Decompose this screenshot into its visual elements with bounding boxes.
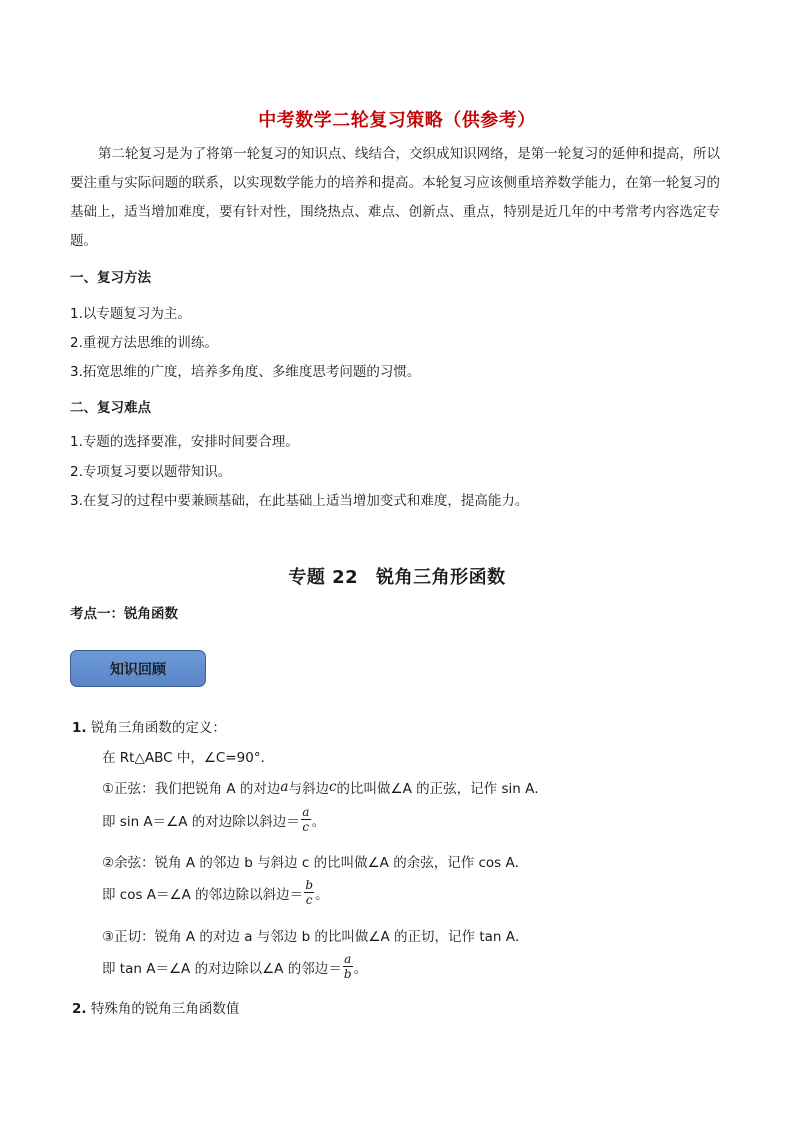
sine-formula-text: 即 sin A＝∠A 的对边除以斜边＝: [102, 813, 300, 830]
sine-definition: [102, 777, 548, 797]
tangent-denominator: b: [343, 967, 352, 981]
knowledge-review-button[interactable]: 知识回顾: [70, 650, 206, 687]
difficulty-item-3: 3.在复习的过程中要兼顾基础，在此基础上适当增加变式和难度，提高能力。: [70, 493, 529, 509]
sine-formula: [102, 805, 325, 834]
topic-name: 锐角三角形函数: [376, 567, 506, 588]
section-heading-difficulties: 二、复习难点: [70, 400, 151, 416]
sine-fraction: [301, 805, 311, 834]
sine-period: 。: [311, 813, 326, 830]
question-1-number: 1.: [72, 720, 87, 736]
question-2-text: 特殊角的锐角三角函数值: [90, 1001, 240, 1017]
cosine-definition: ②余弦：锐角 A 的邻边 b 与斜边 c 的比叫做∠A 的余弦，记作 cos A．: [102, 855, 529, 871]
tangent-numerator: a: [344, 952, 352, 966]
exam-point-heading: 考点一：锐角函数: [70, 606, 178, 622]
sine-var-a: a: [280, 779, 289, 795]
cosine-formula-text: 即 cos A＝∠A 的邻边除以斜边＝: [102, 886, 304, 903]
question-2-number: 2.: [72, 1001, 87, 1017]
section-heading-methods: 一、复习方法: [70, 270, 151, 286]
method-item-3: 3.拓宽思维的广度，培养多角度、多维度思考问题的习惯。: [70, 364, 421, 380]
sine-var-c: c: [328, 779, 337, 795]
difficulty-item-2: 2.专项复习要以题带知识。: [70, 464, 232, 480]
sine-denominator: c: [302, 820, 310, 834]
difficulty-item-1: 1.专题的选择要准，安排时间要合理。: [70, 434, 299, 450]
tangent-formula: [102, 952, 367, 981]
cosine-numerator: b: [305, 878, 314, 892]
sine-numerator: a: [302, 805, 310, 819]
triangle-condition: 在 Rt△ABC 中，∠C=90°．: [102, 750, 275, 766]
document-title: 中考数学二轮复习策略（供参考）: [258, 110, 536, 131]
tangent-fraction: [343, 952, 353, 981]
method-item-1: 1.以专题复习为主。: [70, 306, 191, 322]
question-1: [72, 716, 226, 736]
sine-def-part-1: ①正弦：我们把锐角 A 的对边: [102, 781, 281, 797]
sine-def-part-2: 与斜边: [288, 781, 329, 797]
tangent-formula-text: 即 tan A＝∠A 的对边除以∠A 的邻边＝: [102, 960, 342, 977]
topic-title: [0, 563, 794, 589]
intro-paragraph: 第二轮复习是为了将第一轮复习的知识点、线结合，交织成知识网络，是第一轮复习的延伸和提高，所以要注重与实际问题的联系，以实现数学能力的培养和提高。本轮复习应该侧重培养数学能力，在第一轮复习的基础上，适当增加难度，要有针对性，围绕热点、难点、创新点、重点，特别是近几年的中考常考内容选定专题。: [70, 146, 720, 249]
sine-def-part-3: 的比叫做∠A 的正弦，记作 sin A．: [336, 781, 548, 797]
cosine-denominator: c: [305, 893, 313, 907]
question-1-text: 锐角三角函数的定义：: [90, 720, 226, 736]
cosine-formula: [102, 878, 329, 907]
method-item-2: 2.重视方法思维的训练。: [70, 335, 218, 351]
cosine-period: 。: [315, 886, 329, 903]
topic-number: 专题 22: [288, 567, 359, 588]
tangent-period: 。: [353, 960, 368, 977]
cosine-fraction: [304, 878, 314, 907]
question-2: [72, 997, 239, 1017]
tangent-definition: ③正切：锐角 A 的对边 a 与邻边 b 的比叫做∠A 的正切，记作 tan A．: [102, 929, 529, 945]
